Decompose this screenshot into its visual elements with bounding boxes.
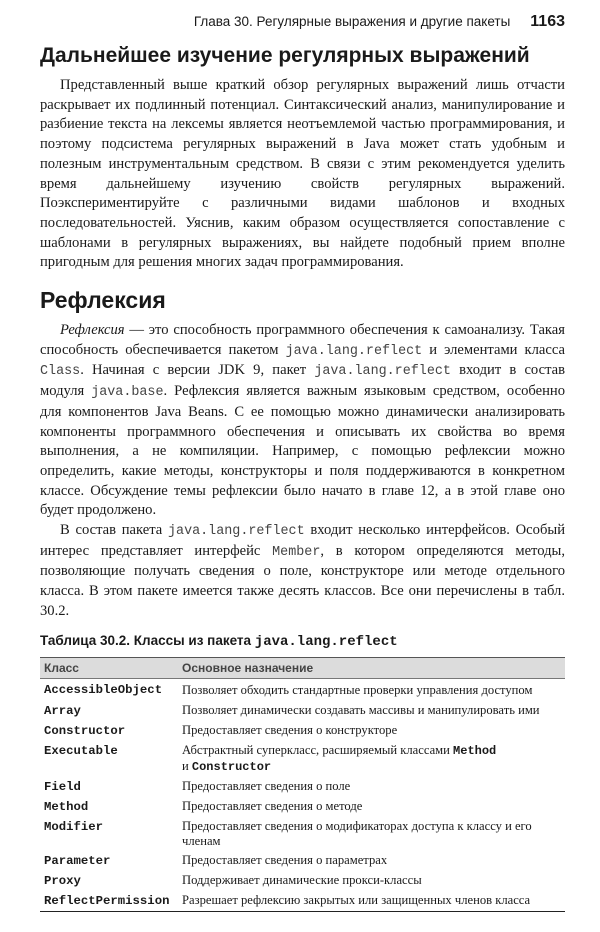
running-header bbox=[40, 12, 565, 32]
page-number: 1163 bbox=[530, 13, 565, 30]
text: входит несколько интерфейсов. Особый интерес представляет интерфейс bbox=[40, 522, 566, 559]
caption-text: Таблица 30.2. Классы из пакета bbox=[40, 632, 255, 648]
table-row bbox=[40, 891, 565, 912]
table-row bbox=[40, 797, 565, 817]
column-header: Основное назначение bbox=[178, 657, 565, 678]
term: Рефлексия bbox=[60, 322, 125, 339]
table-row bbox=[40, 701, 565, 721]
table-row bbox=[40, 817, 565, 851]
class-description: Позволяет динамически создавать массивы и манипулировать ими bbox=[182, 702, 540, 717]
text: и элементами класса bbox=[422, 341, 566, 358]
text: , в котором определяются методы, позволяющие получать сведения о поле, конструкторе или методе отдельного класса. В этом пакете имеется также десять классов. Все они перечислены в табл. 30.2. bbox=[40, 542, 565, 619]
class-name: Modifier bbox=[44, 819, 104, 834]
inline-code: java.lang.reflect bbox=[168, 524, 305, 540]
paragraph bbox=[40, 521, 565, 622]
inline-code: Constructor bbox=[191, 759, 272, 774]
table-row bbox=[40, 777, 565, 797]
class-description: Предоставляет сведения о методе bbox=[182, 798, 363, 813]
paragraph bbox=[40, 321, 565, 521]
section-body bbox=[40, 321, 565, 622]
inline-code: Member bbox=[272, 544, 321, 560]
text: . Начиная с версии JDK 9, пакет bbox=[80, 362, 315, 379]
table-row bbox=[40, 851, 565, 871]
inline-code: java.lang.reflect bbox=[285, 343, 423, 359]
class-name: Proxy bbox=[44, 873, 81, 888]
class-description: Разрешает рефлексию закрытых или защищенных членов класса bbox=[182, 892, 531, 907]
text: Абстрактный суперкласс, расширяемый классами bbox=[182, 742, 454, 757]
class-name: Method bbox=[44, 799, 89, 814]
table-caption bbox=[40, 632, 565, 651]
class-description: Предоставляет сведения о конструкторе bbox=[182, 722, 398, 737]
table-row bbox=[40, 871, 565, 891]
class-description: Позволяет обходить стандартные проверки управления доступом bbox=[182, 682, 533, 697]
class-name: AccessibleObject bbox=[44, 682, 163, 697]
class-name: ReflectPermission bbox=[44, 893, 170, 908]
table-row bbox=[40, 678, 565, 701]
chapter-title: Глава 30. Регулярные выражения и другие пакеты bbox=[193, 14, 511, 29]
inline-code: java.base bbox=[91, 385, 164, 401]
class-description: Поддерживает динамические прокси-классы bbox=[182, 872, 422, 887]
class-description bbox=[178, 741, 565, 777]
class-description: Предоставляет сведения о модификаторах доступа к классу и его членам bbox=[182, 818, 532, 848]
paragraph: Представленный выше краткий обзор регулярных выражений лишь отчасти раскрывает их подлинный потенциал. Синтаксический анализ, манипулирование и разбиение текста на лексемы является неотъемлемой частью программирования, и поэтому подсистема регулярных выражений в Java может стать удобным и полезным инструментальным средством. В связи с этим рекомендуется уделить время дальнейшему изучению свойств регулярных выражений. Поэкспериментируйте с различными видами шаблонов и входных последовательностей. Уяснив, каким образом осуществляется сопоставление с шаблонами в регулярных выражениях, вы найдете подобный прием вполне пригодным для решения многих задач программирования. bbox=[40, 77, 565, 271]
text: и bbox=[182, 758, 192, 773]
column-header: Класс bbox=[40, 657, 178, 678]
inline-code: Class bbox=[40, 364, 81, 380]
class-name: Array bbox=[44, 703, 81, 718]
classes-table bbox=[40, 657, 565, 912]
text: В состав пакета bbox=[60, 522, 168, 539]
caption-code: java.lang.reflect bbox=[254, 633, 398, 650]
table-row bbox=[40, 741, 565, 777]
class-name: Field bbox=[44, 779, 81, 794]
inline-code: Method bbox=[453, 743, 497, 758]
text: . Рефлексия является важным языковым средством, особенно для компонентов Java Beans. С ее помощью можно динамически анализировать компоненты программного обеспечения и описывать их свойства во время выполнения, а не компиляции. Например, с помощью рефлексии можно определить, какие методы, конструкторы и поля поддерживаются в конкретном классе. Обсуждение темы рефлексии было начато в главе 12, а в этой главе оно будет продолжено. bbox=[40, 383, 565, 519]
section-heading: Дальнейшее изучение регулярных выражений bbox=[40, 44, 530, 67]
table-row bbox=[40, 721, 565, 741]
inline-code: java.lang.reflect bbox=[314, 364, 451, 380]
section-heading: Рефлексия bbox=[40, 287, 166, 314]
class-name: Parameter bbox=[44, 853, 111, 868]
text: входит в состав модуля bbox=[40, 362, 565, 400]
text: — это способность программного обеспечения к самоанализу. Такая способность обеспечивается пакетом bbox=[40, 322, 565, 358]
class-name: Constructor bbox=[44, 723, 126, 738]
class-description: Предоставляет сведения о поле bbox=[182, 778, 351, 793]
class-description: Предоставляет сведения о параметрах bbox=[182, 852, 388, 867]
class-name: Executable bbox=[44, 743, 118, 758]
section-body bbox=[40, 76, 565, 273]
table-header-row bbox=[40, 657, 565, 678]
